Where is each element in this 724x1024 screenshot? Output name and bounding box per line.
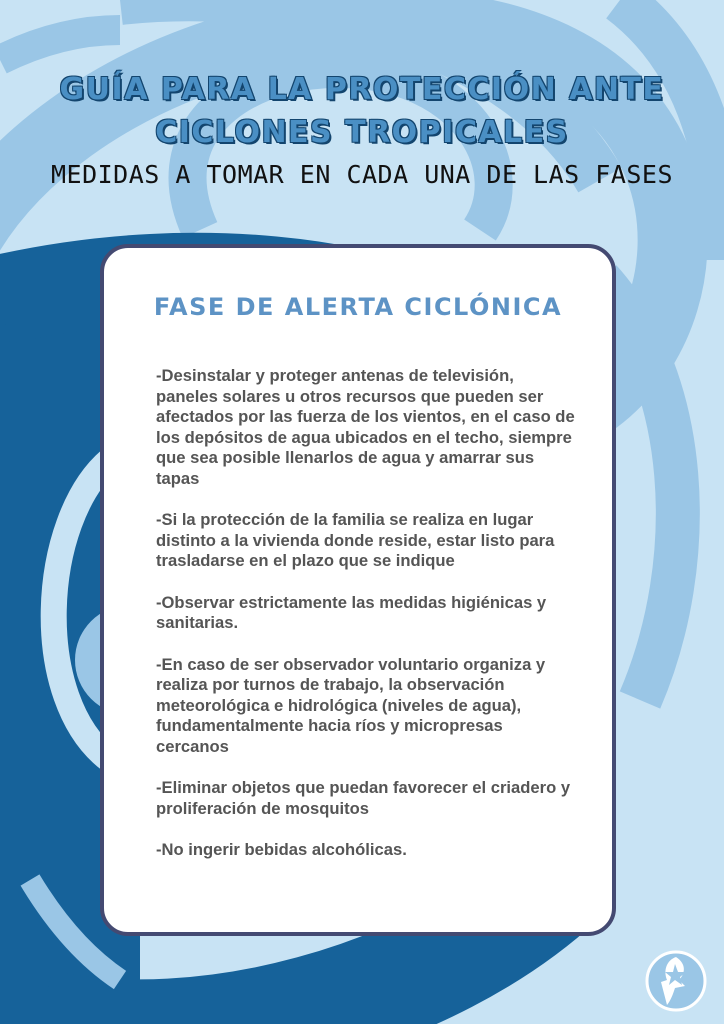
card-title: FASE DE ALERTA CICLÓNICA [153, 293, 563, 321]
list-item: -Observar estrictamente las medidas higiénicas y sanitarias. [156, 592, 547, 632]
measures-list [156, 366, 576, 882]
page-title-line-1: GUÍA PARA LA PROTECCIÓN ANTE [59, 72, 665, 107]
page-title-line-2: CICLONES TROPICALES [155, 115, 569, 150]
hurricane-shield-logo-icon [645, 950, 707, 1012]
list-item: -No ingerir bebidas alcohólicas. [156, 840, 407, 859]
list-item: -Eliminar objetos que puedan favorecer el criadero y proliferación de mosquitos [156, 778, 571, 818]
list-item: -Desinstalar y proteger antenas de televisión, paneles solares u otros recursos que pueden ser afectados por las fuerza de los vientos, en el caso de los depósitos de agua ubicados en el techo, siempre que sea posible llenarlos de agua y amarrar sus tapas [156, 366, 575, 488]
page-subtitle: MEDIDAS A TOMAR EN CADA UNA DE LAS FASES [50, 160, 674, 189]
list-item: -En caso de ser observador voluntario organiza y realiza por turnos de trabajo, la observación meteorológica e hidrológica (niveles de agua), fundamentalmente hacia ríos y micropresas cercanos [156, 654, 546, 756]
list-item: -Si la protección de la familia se realiza en lugar distinto a la vivienda donde reside, estar listo para trasladarse en el plazo que se indique [156, 510, 555, 570]
alert-phase-card [100, 244, 616, 936]
